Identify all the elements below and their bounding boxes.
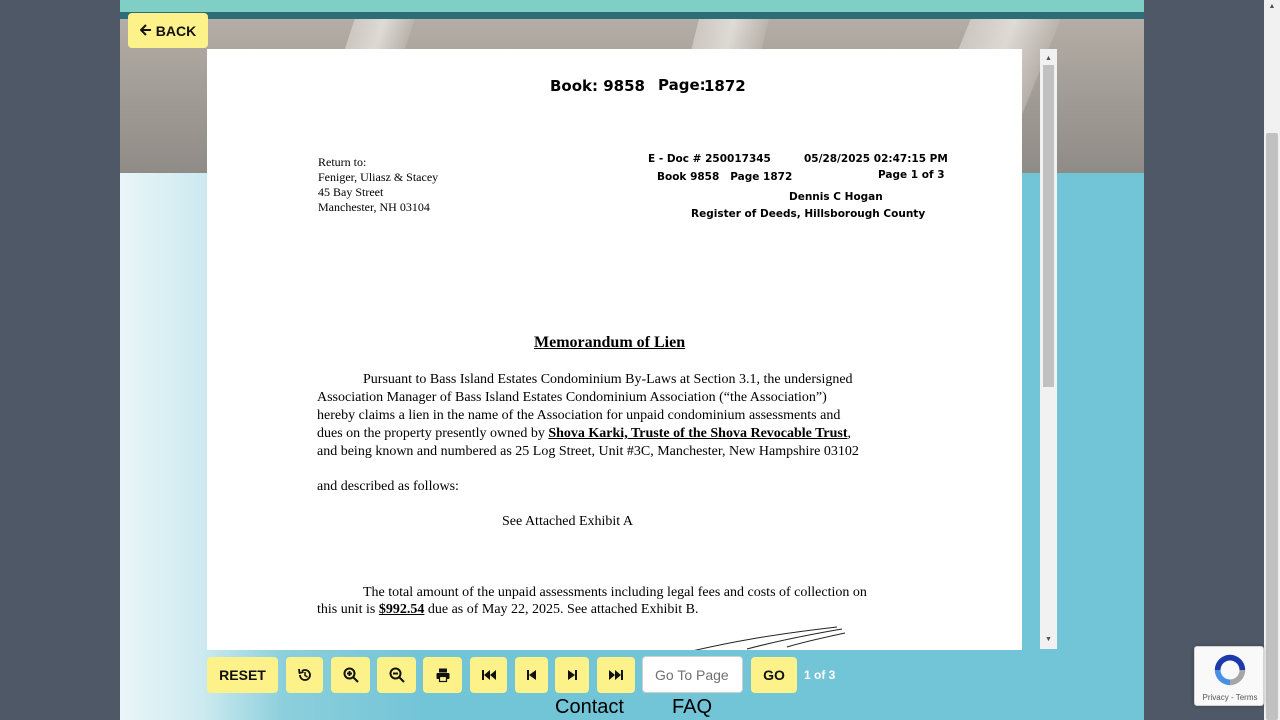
edoc-number: E - Doc # 250017345 bbox=[648, 153, 771, 165]
paragraph-line-suffix: , bbox=[847, 426, 852, 441]
zoom-in-icon bbox=[343, 667, 359, 683]
return-to-line: 45 Bay Street bbox=[318, 185, 384, 199]
paragraph-line: and being known and numbered as 25 Log Street, Unit #3C, Manchester, New Hampshire 03102 bbox=[317, 444, 859, 459]
page-scrollbar[interactable] bbox=[1264, 0, 1280, 720]
document-scroll-thumb[interactable] bbox=[1043, 65, 1054, 387]
header-teal-strip bbox=[120, 0, 1144, 12]
page-count: 1 of 3 bbox=[804, 668, 836, 682]
zoom-out-icon bbox=[389, 667, 405, 683]
zoom-out-button[interactable] bbox=[377, 657, 416, 693]
back-button-label: BACK bbox=[155, 22, 197, 39]
first-page-icon bbox=[481, 667, 497, 683]
return-to-line: Feniger, Uliasz & Stacey bbox=[318, 170, 439, 184]
next-page-icon bbox=[564, 667, 580, 683]
paragraph-line-prefix: this unit is bbox=[317, 602, 376, 617]
stamp-page-of: Page 1 of 3 bbox=[878, 169, 945, 181]
register-name: Dennis C Hogan bbox=[789, 191, 883, 203]
recaptcha-separator: - bbox=[1228, 693, 1236, 702]
paragraph-line-suffix: due as of May 22, 2025. See attached Exhibit B. bbox=[427, 602, 699, 617]
rotate-button[interactable] bbox=[286, 657, 323, 693]
owner-name: Shova Karki, Truste of the Shova Revocable Trust bbox=[548, 426, 848, 441]
paragraph-line bbox=[317, 426, 851, 442]
last-page-icon bbox=[608, 667, 624, 683]
previous-page-button[interactable] bbox=[515, 657, 548, 693]
recaptcha-links bbox=[1195, 693, 1265, 702]
back-button[interactable] bbox=[128, 13, 208, 48]
recording-datetime: 05/28/2025 02:47:15 PM bbox=[804, 153, 948, 165]
zoom-in-button[interactable] bbox=[331, 657, 370, 693]
go-button[interactable]: GO bbox=[751, 657, 797, 693]
register-title: Register of Deeds, Hillsborough County bbox=[691, 208, 926, 220]
book-label: Book: 9858 bbox=[550, 77, 645, 95]
exhibit-a-line: See Attached Exhibit A bbox=[502, 514, 634, 529]
page-number: 1872 bbox=[704, 77, 746, 95]
next-page-button[interactable] bbox=[555, 657, 589, 693]
page-scroll-thumb[interactable] bbox=[1266, 133, 1278, 720]
return-to-line: Return to: bbox=[318, 155, 367, 169]
first-page-button[interactable] bbox=[470, 657, 507, 693]
return-to-line: Manchester, NH 03104 bbox=[318, 200, 430, 214]
contact-link[interactable]: Contact bbox=[555, 696, 624, 718]
rotate-icon bbox=[297, 667, 313, 683]
faq-link[interactable]: FAQ bbox=[672, 696, 713, 718]
page-label: Page: bbox=[658, 76, 706, 94]
last-page-button[interactable] bbox=[597, 657, 635, 693]
paragraph-line: hereby claims a lien in the name of the Association for unpaid condominium assessments and bbox=[317, 408, 841, 423]
paragraph-line bbox=[317, 602, 698, 618]
previous-page-icon bbox=[524, 667, 540, 683]
paragraph-line: The total amount of the unpaid assessments including legal fees and costs of collection on bbox=[363, 585, 867, 600]
signature-image bbox=[687, 623, 847, 650]
lien-amount: $992.54 bbox=[378, 602, 425, 617]
document-viewer[interactable] bbox=[207, 49, 1022, 650]
header-dark-strip bbox=[120, 12, 1144, 19]
recaptcha-icon bbox=[1211, 651, 1249, 689]
paragraph-line: Association Manager of Bass Island Estates Condominium Association (“the Association”) bbox=[317, 390, 827, 405]
go-to-page-input[interactable] bbox=[642, 656, 743, 693]
described-line: and described as follows: bbox=[317, 479, 459, 494]
scroll-down-arrow-icon[interactable]: ▼ bbox=[1045, 636, 1052, 643]
recaptcha-terms-link[interactable]: Terms bbox=[1235, 693, 1258, 702]
stamp-book-page: Book 9858 Page 1872 bbox=[657, 171, 793, 183]
reset-button[interactable]: RESET bbox=[207, 657, 278, 693]
document-scrollbar[interactable] bbox=[1040, 49, 1057, 649]
print-icon bbox=[435, 667, 451, 683]
paragraph-line: Pursuant to Bass Island Estates Condominium By-Laws at Section 3.1, the undersigned bbox=[363, 372, 853, 387]
arrow-left-icon bbox=[140, 23, 152, 39]
recaptcha-badge[interactable] bbox=[1194, 646, 1264, 706]
scroll-up-arrow-icon[interactable]: ▲ bbox=[1045, 55, 1052, 62]
paragraph-line-prefix: dues on the property presently owned by bbox=[317, 426, 545, 441]
document-title: Memorandum of Lien bbox=[534, 334, 686, 351]
print-button[interactable] bbox=[423, 657, 462, 693]
page-scroll-up-icon[interactable]: ▲ bbox=[1268, 3, 1276, 10]
recaptcha-privacy-link[interactable]: Privacy bbox=[1202, 693, 1229, 702]
